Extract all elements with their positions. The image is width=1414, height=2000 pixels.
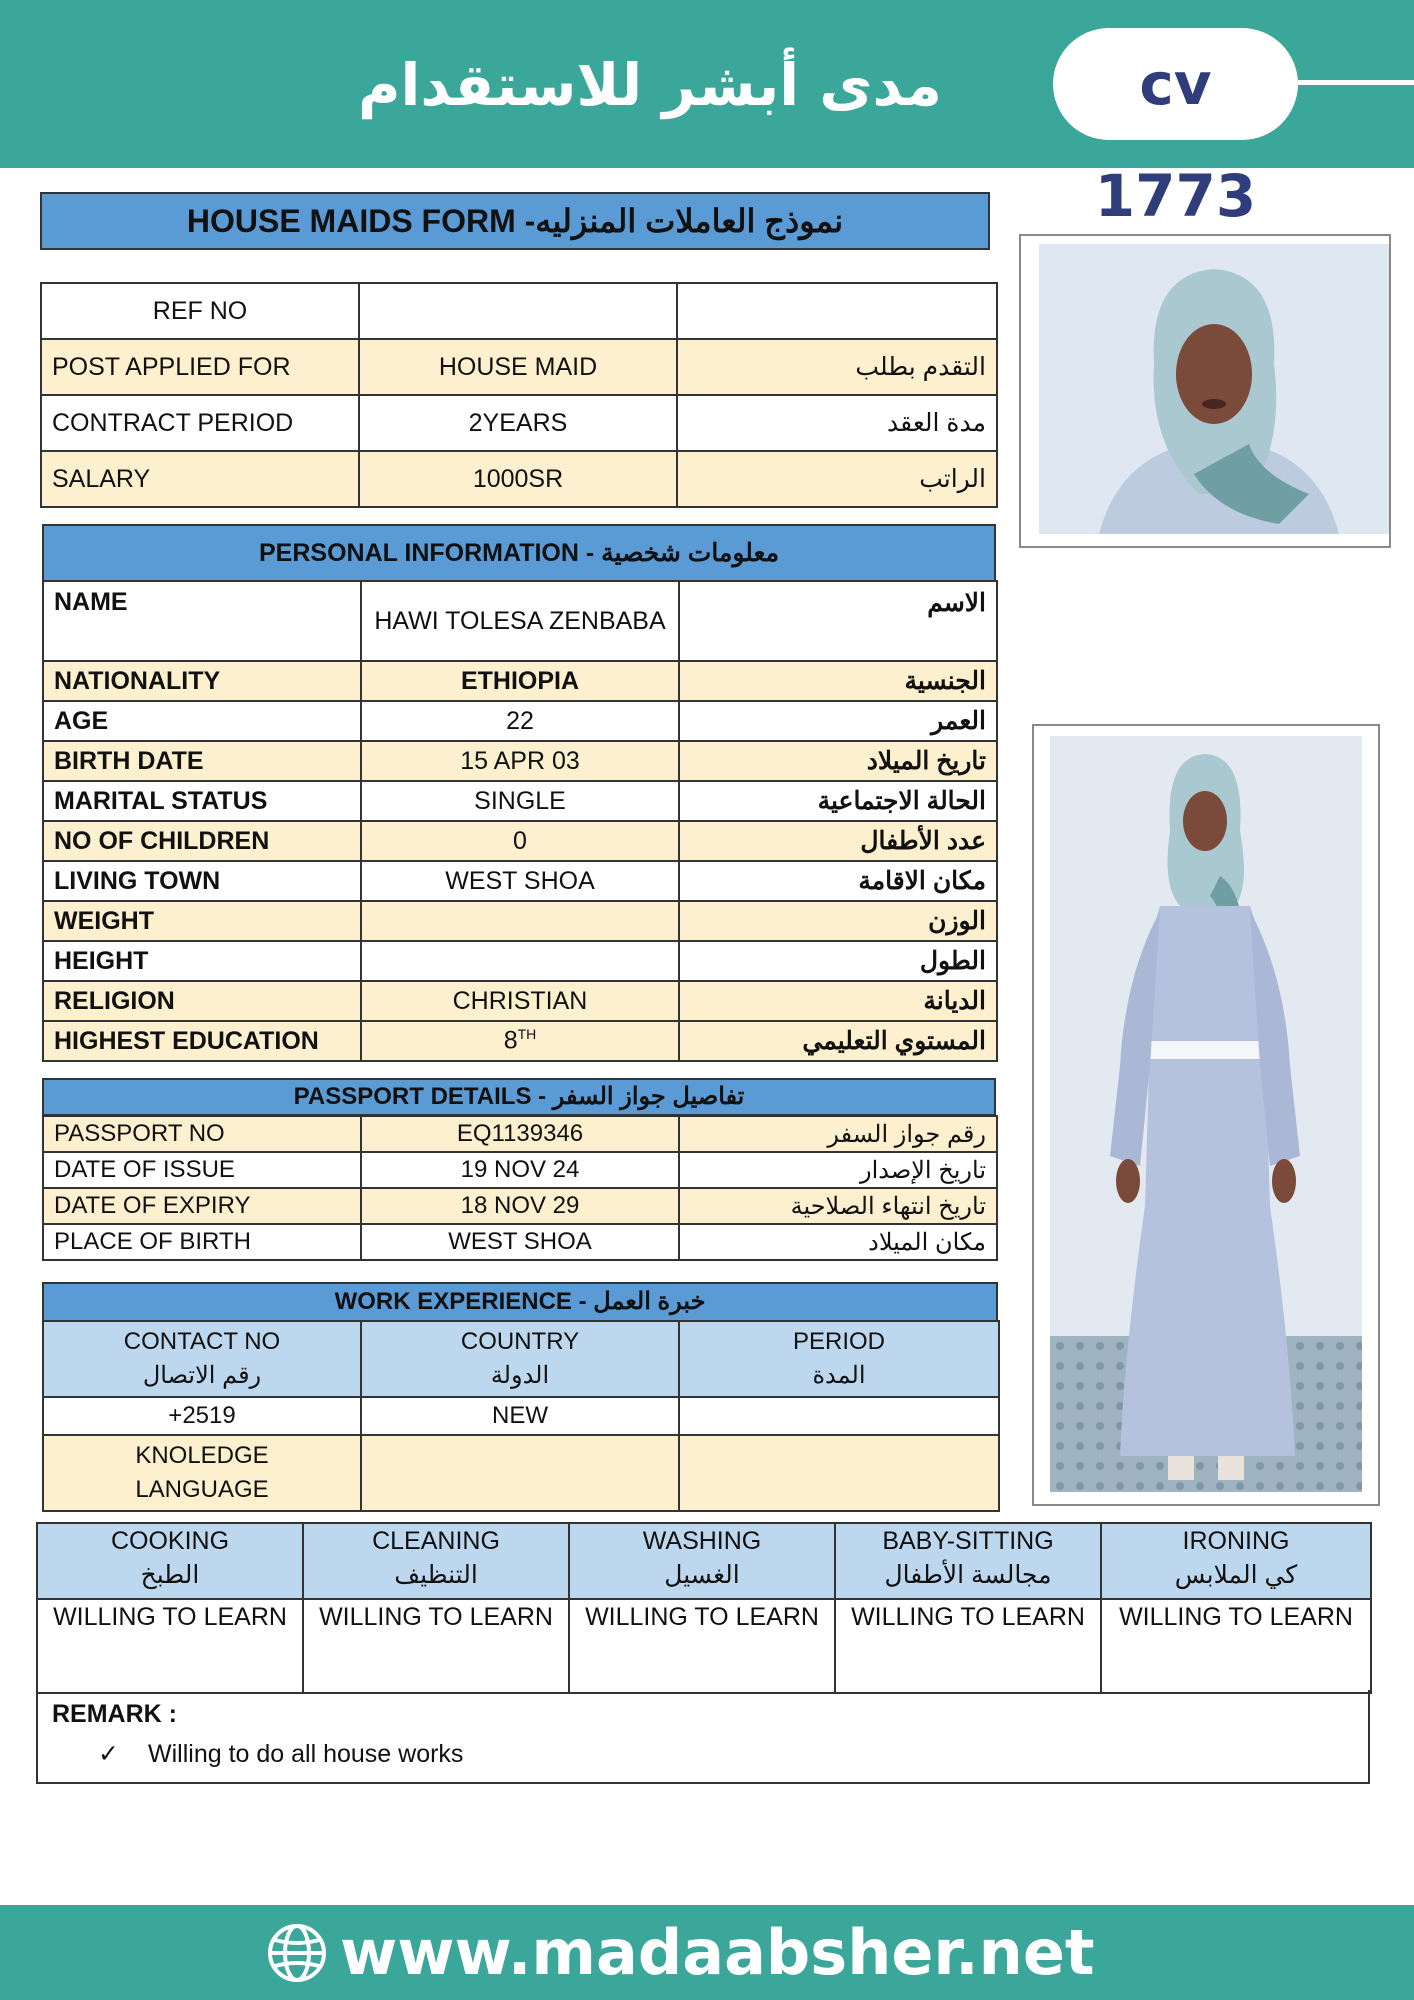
education-value (361, 1021, 679, 1061)
column-header-en: COUNTRY (460, 1328, 580, 1355)
education-number: 8 (503, 1026, 518, 1055)
skill-value-cleaning: WILLING TO LEARN (303, 1599, 569, 1693)
remark-text: Willing to do all house works (148, 1740, 464, 1768)
marital-status-value: SINGLE (361, 781, 679, 821)
skill-name: COOKING (110, 1527, 230, 1555)
place-of-birth-value: WEST SHOA (361, 1224, 679, 1260)
marital-status-arabic: الحالة الاجتماعية (679, 781, 997, 821)
skill-header-ironing (1101, 1523, 1371, 1599)
living-town-value: WEST SHOA (361, 861, 679, 901)
place-of-birth-label: PLACE OF BIRTH (43, 1224, 361, 1260)
nationality-arabic: الجنسية (679, 661, 997, 701)
weight-value (361, 901, 679, 941)
religion-label: RELIGION (43, 981, 361, 1021)
salary-arabic: الراتب (677, 451, 997, 507)
country-value: NEW (361, 1397, 679, 1435)
table-row (43, 741, 997, 781)
children-value: 0 (361, 821, 679, 861)
post-applied-arabic: التقدم بطلب (677, 339, 997, 395)
table-row (37, 1599, 1371, 1693)
skill-value-cooking: WILLING TO LEARN (37, 1599, 303, 1693)
skill-value-washing: WILLING TO LEARN (569, 1599, 835, 1693)
table-row (43, 1116, 997, 1152)
post-applied-label: POST APPLIED FOR (41, 339, 359, 395)
age-value: 22 (361, 701, 679, 741)
religion-arabic: الديانة (679, 981, 997, 1021)
portrait-photo (1039, 244, 1389, 534)
name-arabic: الاسم (679, 581, 997, 661)
education-arabic: المستوي التعليمي (679, 1021, 997, 1061)
full-body-photo-illustration (1050, 736, 1362, 1492)
ref-no-value (359, 283, 677, 339)
contract-period-value: 2YEARS (359, 395, 677, 451)
ref-no-label: REF NO (41, 283, 359, 339)
passport-table (42, 1115, 998, 1261)
table-row (43, 1152, 997, 1188)
header-divider-line (1298, 80, 1414, 85)
table-header-row (37, 1523, 1371, 1599)
table-row (43, 581, 997, 661)
table-row (43, 1435, 999, 1511)
contract-period-arabic: مدة العقد (677, 395, 997, 451)
skill-name-ar: مجالسة الأطفال (884, 1561, 1052, 1589)
issue-date-label: DATE OF ISSUE (43, 1152, 361, 1188)
table-row (43, 661, 997, 701)
passport-no-arabic: رقم جواز السفر (679, 1116, 997, 1152)
name-label: NAME (43, 581, 361, 661)
language-knowledge-label: KNOLEDGE LANGUAGE (43, 1435, 361, 1511)
table-row (41, 283, 997, 339)
language-value (361, 1435, 679, 1511)
post-applied-value: HOUSE MAID (359, 339, 677, 395)
skills-table (36, 1522, 1372, 1694)
nationality-value: ETHIOPIA (361, 661, 679, 701)
remark-box (36, 1690, 1370, 1784)
column-header (361, 1321, 679, 1397)
living-town-label: LIVING TOWN (43, 861, 361, 901)
salary-label: SALARY (41, 451, 359, 507)
skill-header-baby-sitting (835, 1523, 1101, 1599)
height-arabic: الطول (679, 941, 997, 981)
column-header (679, 1321, 999, 1397)
issue-date-arabic: تاريخ الإصدار (679, 1152, 997, 1188)
birth-date-arabic: تاريخ الميلاد (679, 741, 997, 781)
ref-no-arabic (677, 283, 997, 339)
table-row (43, 861, 997, 901)
skill-name: WASHING (642, 1527, 762, 1555)
age-label: AGE (43, 701, 361, 741)
children-arabic: عدد الأطفال (679, 821, 997, 861)
column-header-en: CONTACT NO (123, 1328, 281, 1355)
remark-label: REMARK : (52, 1700, 177, 1728)
passport-no-value: EQ1139346 (361, 1116, 679, 1152)
check-icon: ✓ (98, 1740, 119, 1768)
portrait-photo-illustration (1039, 244, 1389, 534)
skill-header-cleaning (303, 1523, 569, 1599)
nationality-label: NATIONALITY (43, 661, 361, 701)
table-row (43, 781, 997, 821)
marital-status-label: MARITAL STATUS (43, 781, 361, 821)
personal-info-table (42, 580, 998, 1062)
contract-period-label: CONTRACT PERIOD (41, 395, 359, 451)
column-header (43, 1321, 361, 1397)
table-row (41, 451, 997, 507)
salary-value: 1000SR (359, 451, 677, 507)
skill-value-ironing: WILLING TO LEARN (1101, 1599, 1371, 1693)
table-row (43, 1188, 997, 1224)
expiry-date-label: DATE OF EXPIRY (43, 1188, 361, 1224)
company-name: مدى أبشر للاستقدام (358, 51, 942, 119)
language-period (679, 1435, 999, 1511)
issue-date-value: 19 NOV 24 (361, 1152, 679, 1188)
weight-label: WEIGHT (43, 901, 361, 941)
skill-header-cooking (37, 1523, 303, 1599)
skill-name: IRONING (1182, 1527, 1290, 1555)
table-row (43, 1397, 999, 1435)
birth-date-label: BIRTH DATE (43, 741, 361, 781)
personal-info-heading: PERSONAL INFORMATION - معلومات شخصية (42, 524, 996, 582)
height-value (361, 941, 679, 981)
place-of-birth-arabic: مكان الميلاد (679, 1224, 997, 1260)
skill-name-ar: كي الملابس (1174, 1561, 1298, 1589)
height-label: HEIGHT (43, 941, 361, 981)
table-row (41, 339, 997, 395)
website-link[interactable]: www.madaabsher.net (340, 1916, 1095, 1989)
contact-no-value: +2519 (43, 1397, 361, 1435)
column-header-ar: رقم الاتصال (142, 1362, 262, 1389)
period-value (679, 1397, 999, 1435)
education-label: HIGHEST EDUCATION (43, 1021, 361, 1061)
column-header-ar: الدولة (490, 1362, 550, 1389)
table-header-row (43, 1321, 999, 1397)
work-experience-table (42, 1320, 1000, 1512)
expiry-date-arabic: تاريخ انتهاء الصلاحية (679, 1188, 997, 1224)
globe-icon (266, 1922, 328, 1984)
passport-no-label: PASSPORT NO (43, 1116, 361, 1152)
form-title: HOUSE MAIDS FORM -نموذج العاملات المنزليه (40, 192, 990, 250)
skill-header-washing (569, 1523, 835, 1599)
skill-value-baby-sitting: WILLING TO LEARN (835, 1599, 1101, 1693)
skill-name-ar: الطبخ (140, 1561, 200, 1589)
birth-date-value: 15 APR 03 (361, 741, 679, 781)
column-header-ar: المدة (812, 1362, 866, 1389)
expiry-date-value: 18 NOV 29 (361, 1188, 679, 1224)
skill-name: CLEANING (372, 1527, 500, 1555)
name-value: HAWI TOLESA ZENBABA (361, 581, 679, 661)
table-row (41, 395, 997, 451)
table-row (43, 1224, 997, 1260)
full-body-photo (1050, 736, 1362, 1492)
table-row (43, 981, 997, 1021)
work-experience-heading: WORK EXPERIENCE - خبرة العمل (42, 1282, 998, 1322)
skill-name-ar: الغسيل (664, 1561, 740, 1589)
table-row (43, 901, 997, 941)
table-row (43, 941, 997, 981)
age-arabic: العمر (679, 701, 997, 741)
living-town-arabic: مكان الاقامة (679, 861, 997, 901)
table-row (43, 1021, 997, 1061)
skill-name: BABY-SITTING (882, 1527, 1054, 1555)
table-row (43, 701, 997, 741)
table-row (43, 821, 997, 861)
remark-item (52, 1739, 1354, 1769)
education-suffix: TH (517, 1026, 537, 1043)
skill-name-ar: التنظيف (394, 1561, 478, 1589)
religion-value: CHRISTIAN (361, 981, 679, 1021)
column-header-en: PERIOD (792, 1328, 885, 1355)
children-label: NO OF CHILDREN (43, 821, 361, 861)
weight-arabic: الوزن (679, 901, 997, 941)
cv-number-badge: cv 1773 (1053, 28, 1298, 140)
passport-heading: PASSPORT DETAILS - تفاصيل جواز السفر (42, 1078, 996, 1116)
application-table (40, 282, 998, 508)
